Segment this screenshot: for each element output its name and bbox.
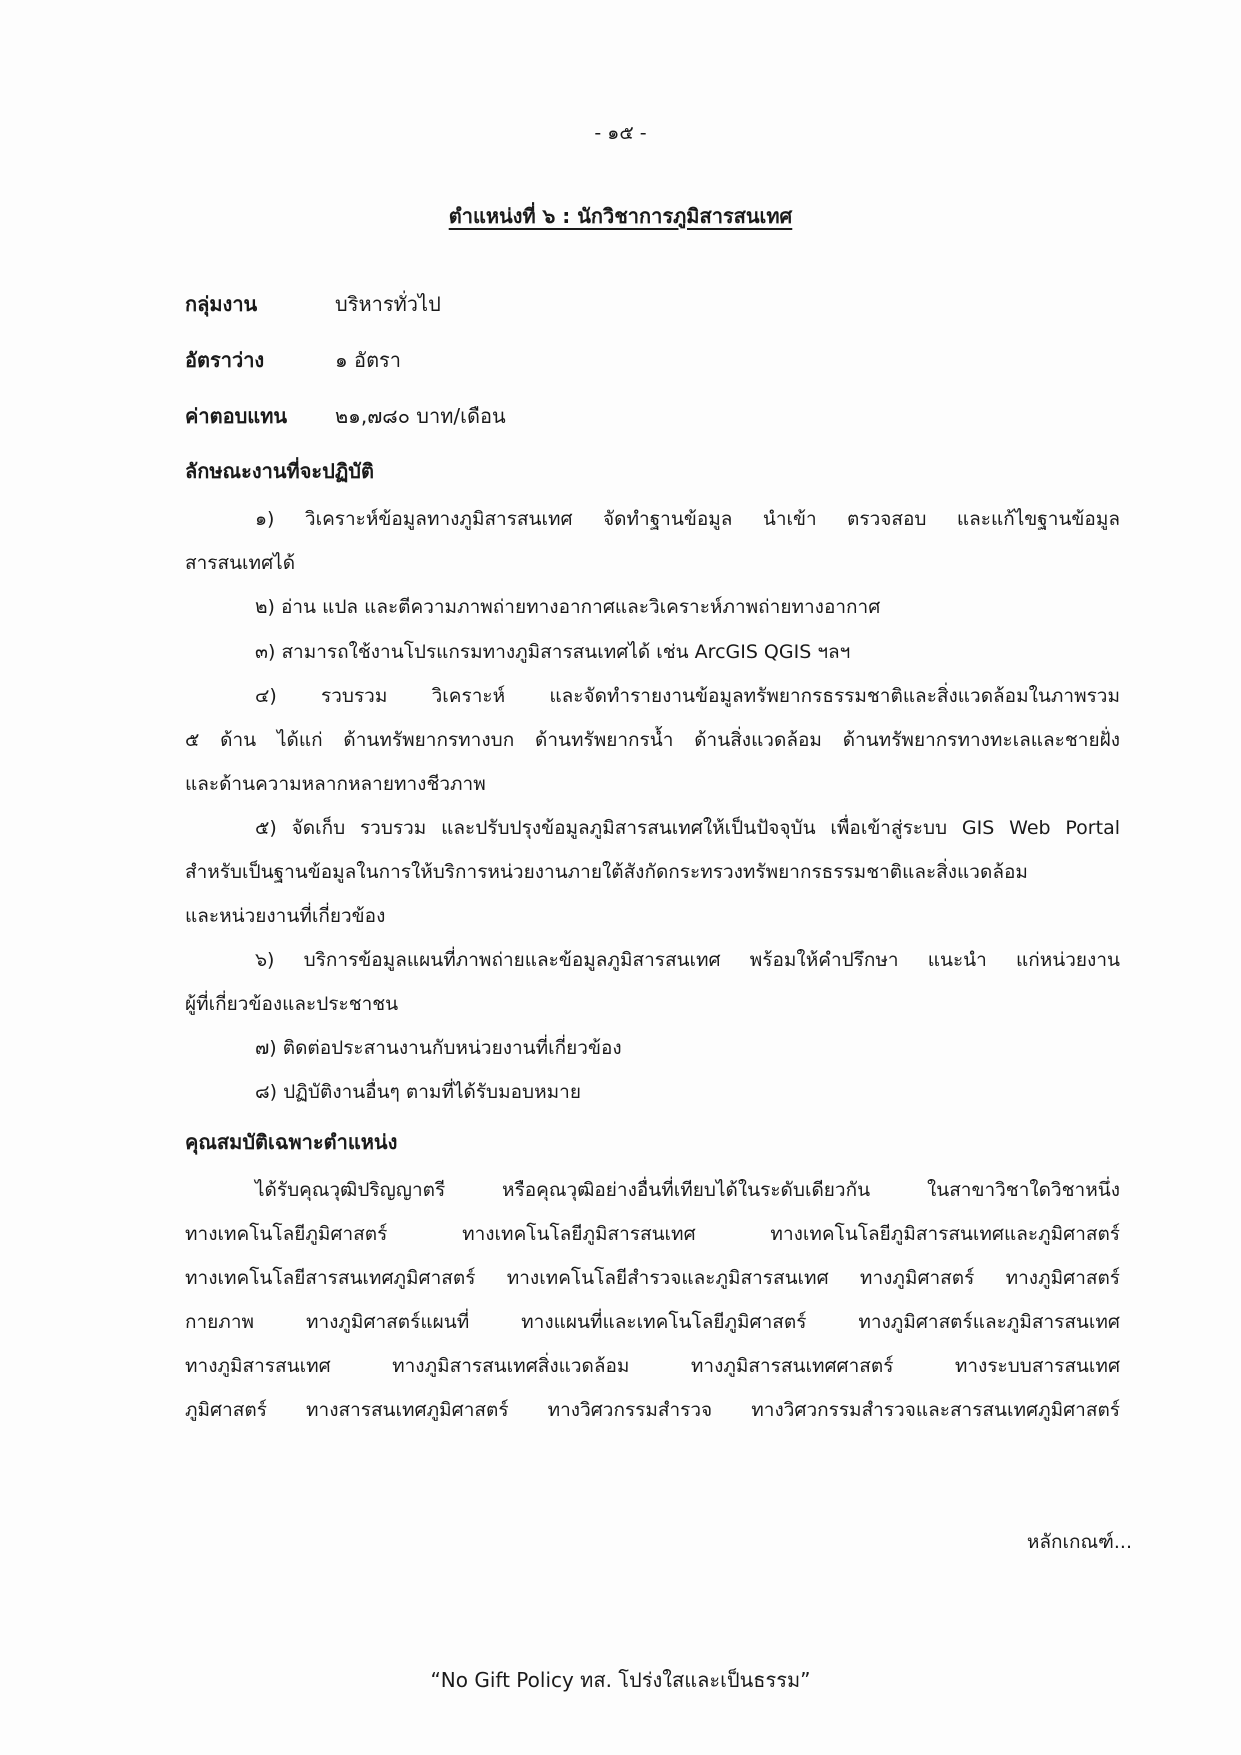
qualification-line: กายภาพ ทางภูมิศาสตร์แผนที่ ทางแผนที่และเทคโนโลยีภูมิศาสตร์ ทางภูมิศาสตร์และภูมิสารสนเทศ: [185, 1311, 1120, 1333]
field-value: ๑ อัตรา: [335, 348, 402, 372]
field-salary: [185, 400, 506, 432]
duty-line: ๔) รวบรวม วิเคราะห์ และจัดทำรายงานข้อมูลทรัพยากรธรรมชาติและสิ่งแวดล้อมในภาพรวม: [255, 685, 1120, 707]
position-title: ตำแหน่งที่ ๖ : นักวิชาการภูมิสารสนเทศ: [448, 204, 793, 228]
duty-line: ผู้ที่เกี่ยวข้องและประชาชน: [185, 993, 399, 1015]
qualification-line: ทางเทคโนโลยีภูมิศาสตร์ ทางเทคโนโลยีภูมิสารสนเทศ ทางเทคโนโลยีภูมิสารสนเทศและภูมิศาสตร์: [185, 1223, 1120, 1245]
duty-line: ๘) ปฏิบัติงานอื่นๆ ตามที่ได้รับมอบหมาย: [255, 1081, 581, 1103]
field-label: อัตราว่าง: [185, 348, 265, 372]
duty-line: สารสนเทศได้: [185, 552, 296, 574]
qualification-line: ทางเทคโนโลยีสารสนเทศภูมิศาสตร์ ทางเทคโนโลยีสำรวจและภูมิสารสนเทศ ทางภูมิศาสตร์ ทางภูมิศาสตร์: [185, 1267, 1120, 1289]
continuation-text: หลักเกณฑ์...: [1026, 1531, 1132, 1553]
field-work-group: [185, 288, 441, 320]
duty-line: ๗) ติดต่อประสานงานกับหน่วยงานที่เกี่ยวข้อง: [255, 1037, 622, 1059]
qualification-line: ทางภูมิสารสนเทศ ทางภูมิสารสนเทศสิ่งแวดล้อม ทางภูมิสารสนเทศศาสตร์ ทางระบบสารสนเทศ: [185, 1355, 1120, 1377]
duty-line: ๖) บริการข้อมูลแผนที่ภาพถ่ายและข้อมูลภูมิสารสนเทศ พร้อมให้คำปรึกษา แนะนำ แก่หน่วยงาน: [255, 949, 1120, 971]
duty-line: ๑) วิเคราะห์ข้อมูลทางภูมิสารสนเทศ จัดทำฐานข้อมูล นำเข้า ตรวจสอบ และแก้ไขฐานข้อมูล: [255, 508, 1120, 530]
field-label: ค่าตอบแทน: [185, 404, 288, 428]
field-vacancy: [185, 344, 401, 376]
duty-line: สำหรับเป็นฐานข้อมูลในการให้บริการหน่วยงานภายใต้สังกัดกระทรวงทรัพยากรธรรมชาติและสิ่งแวดล้อม: [185, 861, 1028, 883]
duties-heading: ลักษณะงานที่จะปฏิบัติ: [185, 459, 374, 483]
duty-line: และหน่วยงานที่เกี่ยวข้อง: [185, 905, 386, 927]
footer-slogan: “No Gift Policy ทส. โปร่งใสและเป็นธรรม”: [430, 1668, 811, 1692]
duty-line: ๒) อ่าน แปล และตีความภาพถ่ายทางอากาศและวิเคราะห์ภาพถ่ายทางอากาศ: [255, 596, 881, 618]
duty-line: ๕ ด้าน ได้แก่ ด้านทรัพยากรทางบก ด้านทรัพยากรน้ำ ด้านสิ่งแวดล้อม ด้านทรัพยากรทางทะเลและชายฝั่ง: [185, 729, 1120, 751]
qualifications-heading: คุณสมบัติเฉพาะตำแหน่ง: [185, 1130, 398, 1154]
duty-line: ๓) สามารถใช้งานโปรแกรมทางภูมิสารสนเทศได้ เช่น ArcGIS QGIS ฯลฯ: [255, 641, 851, 663]
field-value: บริหารทั่วไป: [335, 292, 441, 316]
duty-line: ๕) จัดเก็บ รวบรวม และปรับปรุงข้อมูลภูมิสารสนเทศให้เป็นปัจจุบัน เพื่อเข้าสู่ระบบ GIS Web Portal: [255, 817, 1120, 839]
field-label: กลุ่มงาน: [185, 292, 258, 316]
qualification-line: ภูมิศาสตร์ ทางสารสนเทศภูมิศาสตร์ ทางวิศวกรรมสำรวจ ทางวิศวกรรมสำรวจและสารสนเทศภูมิศาสตร์: [185, 1399, 1120, 1421]
field-value: ๒๑,๗๘๐ บาท/เดือน: [335, 404, 506, 428]
duty-line: และด้านความหลากหลายทางชีวภาพ: [185, 773, 486, 795]
qualification-line: ได้รับคุณวุฒิปริญญาตรี หรือคุณวุฒิอย่างอื่นที่เทียบได้ในระดับเดียวกัน ในสาขาวิชาใดวิชาหนึ่ง: [255, 1179, 1120, 1201]
page-number: - ๑๕ -: [594, 122, 647, 144]
